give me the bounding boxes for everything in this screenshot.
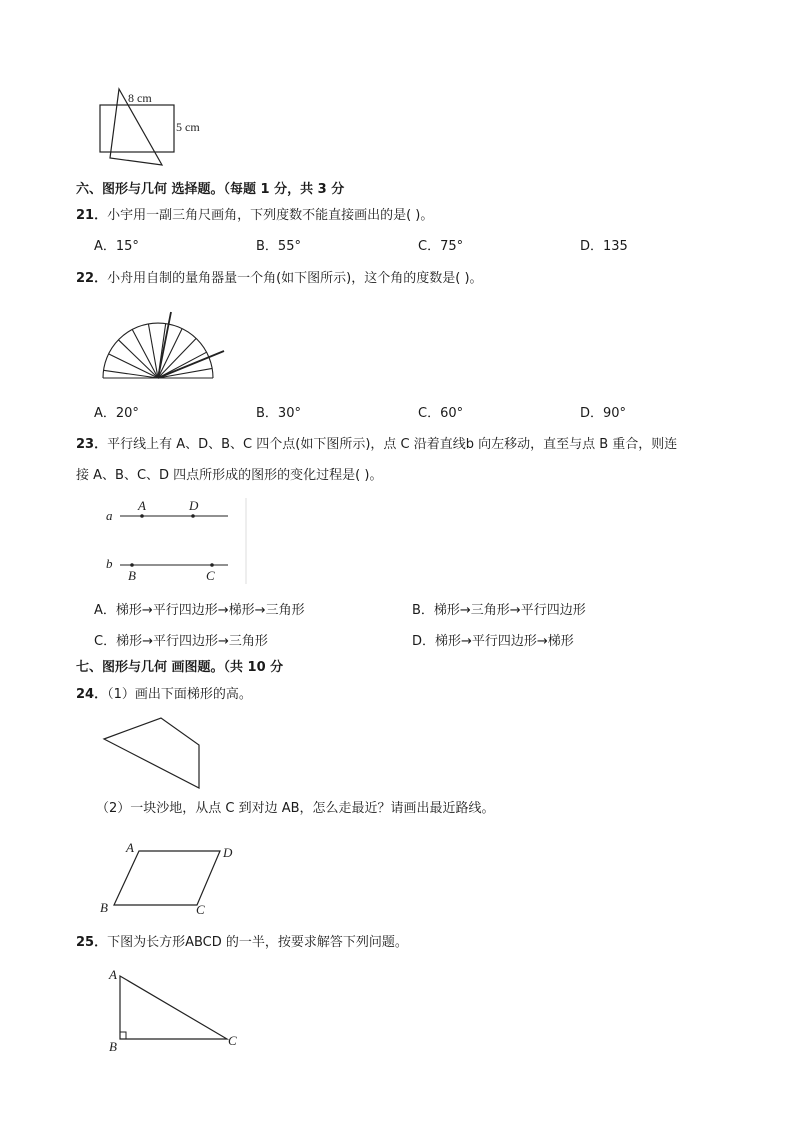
right-triangle-shape — [120, 976, 227, 1039]
point-c-dot — [210, 563, 214, 567]
label-point-a: A — [138, 498, 146, 513]
label-point-d: D — [189, 498, 199, 513]
label-c: C — [196, 902, 205, 917]
q22-stem — [76, 270, 483, 288]
q24-part1-text: （1）画出下面梯形的高。 — [107, 687, 252, 702]
q21-option-b[interactable]: B．55° — [256, 239, 301, 254]
label-point-c: C — [206, 568, 215, 583]
q21-stem — [76, 207, 433, 225]
label-point-b: B — [128, 568, 136, 583]
q22-text: 小舟用自制的量角器量一个角(如下图所示)，这个角的度数是( )。 — [107, 271, 483, 286]
q21-option-d[interactable]: D．135 — [580, 239, 628, 254]
q25-stem — [76, 934, 408, 952]
label-line-a: a — [106, 508, 113, 523]
parallelogram-figure — [96, 838, 246, 920]
q22-option-d[interactable]: D．90° — [580, 406, 627, 421]
angle-ray-2 — [158, 351, 224, 378]
q23-option-a[interactable]: A．梯形→平行四边形→梯形→三角形 — [94, 603, 305, 618]
point-a-dot — [140, 514, 144, 518]
point-b-dot — [130, 563, 134, 567]
trapezoid-figure — [100, 716, 210, 794]
angle-ray-1 — [158, 312, 171, 378]
parallelogram-shape — [114, 851, 220, 905]
q23-text-line1: 平行线上有 A、D、B、C 四个点(如下图所示)，点 C 沿着直线b 向左移动，直至与点 B 重合，则连 — [107, 437, 678, 452]
label-c: C — [228, 1033, 237, 1048]
q25-text: 下图为长方形ABCD 的一半，按要求解答下列问题。 — [107, 935, 408, 950]
label-5cm: 5 cm — [176, 120, 200, 134]
label-line-b: b — [106, 556, 113, 571]
point-d-dot — [191, 514, 195, 518]
q23-stem-line2: 接 A、B、C、D 四点所形成的图形的变化过程是( )。 — [76, 468, 383, 483]
label-8cm: 8 cm — [128, 91, 152, 105]
label-a: A — [126, 840, 134, 855]
label-d: D — [223, 845, 233, 860]
q21-text: 小宇用一副三角尺画角，下列度数不能直接画出的是( )。 — [107, 208, 434, 223]
section6-title: 六、图形与几何 选择题。（每题 1 分，共 3 分 — [76, 182, 345, 197]
q25-number: 25． — [76, 935, 108, 950]
protractor-figure — [98, 308, 228, 383]
q22-option-a[interactable]: A．20° — [94, 406, 139, 421]
q24-part1 — [76, 686, 252, 704]
right-angle-mark — [120, 1032, 126, 1039]
protractor-arc — [103, 323, 213, 378]
q21-number: 21． — [76, 208, 108, 223]
q24-number: 24． — [76, 687, 108, 702]
q23-option-d[interactable]: D．梯形→平行四边形→梯形 — [412, 634, 574, 649]
section7-title: 七、图形与几何 画图题。（共 10 分 — [76, 660, 284, 675]
trapezoid-shape — [104, 718, 199, 788]
label-b: B — [109, 1039, 117, 1054]
label-a: A — [109, 967, 117, 982]
q23-number: 23． — [76, 437, 108, 452]
q24-part2: （2）一块沙地，从点 C 到对边 AB，怎么走最近？请画出最近路线。 — [96, 801, 495, 816]
label-b: B — [100, 900, 108, 915]
q23-option-c[interactable]: C．梯形→平行四边形→三角形 — [94, 634, 268, 649]
right-triangle-figure — [104, 964, 254, 1056]
parallel-lines-figure — [100, 496, 248, 586]
q22-option-b[interactable]: B．30° — [256, 406, 301, 421]
q23-stem-line1 — [76, 436, 677, 454]
rectangle-triangle-figure — [92, 86, 242, 170]
q22-number: 22． — [76, 271, 108, 286]
q22-option-c[interactable]: C．60° — [418, 406, 464, 421]
q21-option-c[interactable]: C．75° — [418, 239, 464, 254]
q23-option-b[interactable]: B．梯形→三角形→平行四边形 — [412, 603, 586, 618]
q21-option-a[interactable]: A．15° — [94, 239, 139, 254]
